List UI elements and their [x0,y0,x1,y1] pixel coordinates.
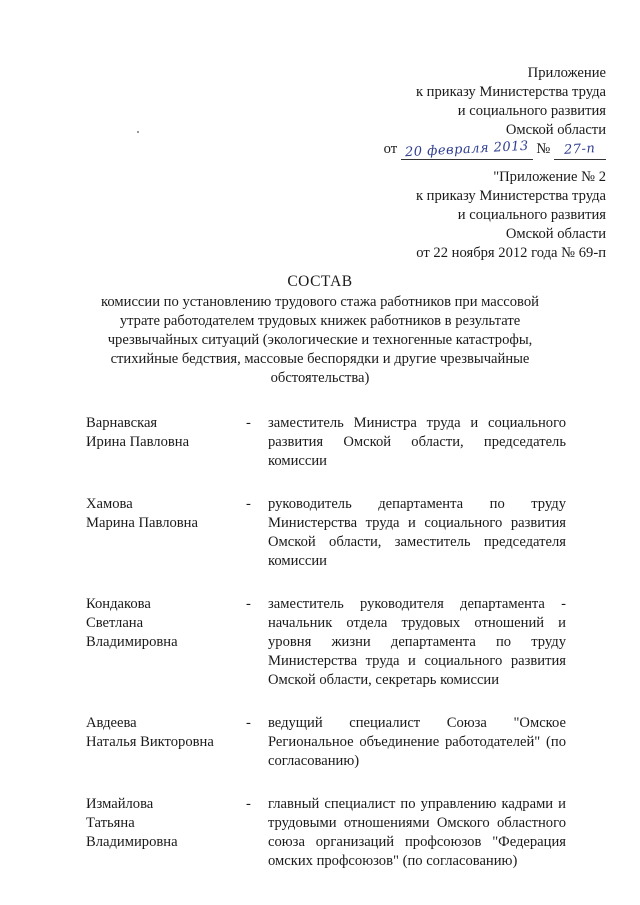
member-name: Варнавская Ирина Павловна [86,415,190,450]
annex-line: Приложение [527,65,606,81]
order-date-handwritten: 20 февраля 2013 [404,138,529,161]
prior-annex-line: к приказу Министерства труда [415,188,606,204]
prior-annex-line: от 22 ноября 2012 года № 69-п [416,245,606,261]
member-role: заместитель Министра труда и социального развития Омской области, председатель комиссии [268,415,566,469]
prior-annex-line: "Приложение № 2 [493,169,606,185]
member-role: главный специалист по управлению кадрами и трудовыми отношениями Омского областного союза организаций профсоюзов "Федерация омских профсоюзов" (по согласованию) [268,796,566,869]
member-dash: - [246,715,251,731]
member-role: заместитель руководителя департамента - начальник отдела трудовых отношений и уровня жизни департамента по труду Министерства труда и социального развития Омской области, секретарь комиссии [268,596,566,688]
member-role: руководитель департамента по труду Министерства труда и социального развития Омской области, заместитель председателя комиссии [268,496,566,569]
order-number-sign: № [536,141,551,157]
member-row [86,595,566,690]
member-row [86,414,566,471]
title-main: СОСТАВ [287,273,353,290]
prior-annex-line: и социального развития [457,207,606,223]
member-dash: - [246,796,251,812]
order-line [384,140,606,160]
order-date-field [401,140,533,160]
member-dash: - [246,596,251,612]
annex-header [384,64,606,160]
member-dash: - [246,496,251,512]
annex-line: к приказу Министерства труда [415,84,606,100]
member-name: Измайлова Татьяна Владимировна [86,796,178,850]
member-name: Авдеева Наталья Викторовна [86,715,214,750]
member-row [86,795,566,871]
order-prefix: от [383,141,398,157]
scan-speck [137,131,139,133]
member-role: ведущий специалист Союза "Омское Региональное объединение работодателей" (по согласованию) [268,715,566,769]
order-number-handwritten: 27-п [563,141,597,158]
document-title [100,272,540,388]
member-name: Кондакова Светлана Владимировна [86,596,178,650]
member-row [86,495,566,571]
member-row [86,714,566,771]
annex-line: Омской области [505,122,606,138]
order-number-field [554,140,606,160]
annex-line: и социального развития [457,103,606,119]
member-name: Хамова Марина Павловна [86,496,198,531]
prior-annex-line: Омской области [505,226,606,242]
title-subtitle: комиссии по установлению трудового стажа работников при массовой утрате работодателем трудовых книжек работников в результате чрезвычайных ситуаций (экологические и техногенные катастрофы, стихийные бедствия, массовые беспорядки и другие чрезвычайные обстоятельства) [101,294,539,386]
members-list [86,414,566,895]
member-dash: - [246,415,251,431]
prior-annex-header [416,168,606,263]
